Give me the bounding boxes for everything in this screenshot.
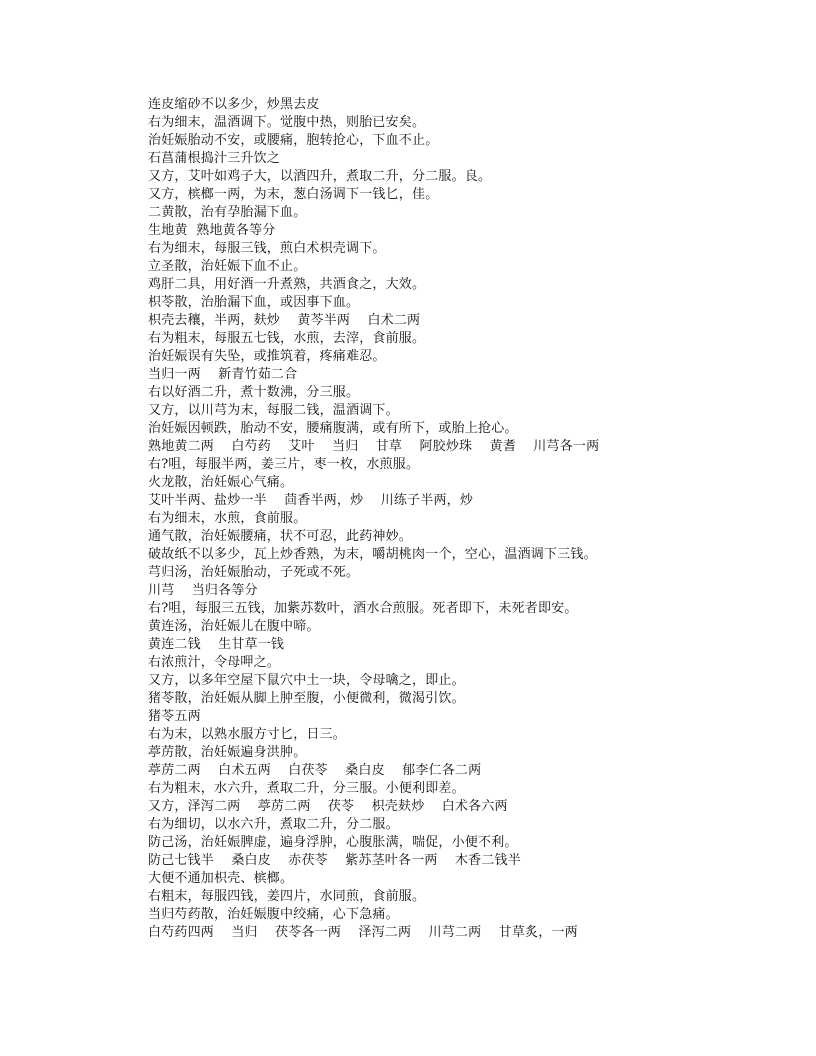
text-line: 黄连二钱 生甘草一钱 — [148, 637, 285, 652]
text-line: 熟地黄二两 白芍药 艾叶 当归 甘草 阿胶炒珠 黄耆 川芎各一两 — [148, 439, 600, 454]
text-line: 又方，以多年空屋下鼠穴中土一块，令母噙之，即止。 — [148, 673, 465, 688]
text-line: 枳苓散，治胎漏下血，或因事下血。 — [148, 295, 360, 310]
text-line: 猪苓散，治妊娠从脚上肿至腹，小便微利，微渴引饮。 — [148, 691, 465, 706]
text-line: 立圣散，治妊娠下血不止。 — [148, 259, 307, 274]
text-line: 右?咀，每服三五钱，加紫苏数叶，酒水合煎服。死者即下，未死者即安。 — [148, 601, 578, 616]
text-line: 白芍药四两 当归 茯苓各一两 泽泻二两 川芎二两 甘草炙，一两 — [148, 925, 578, 940]
text-line: 治妊娠误有失坠，或推筑着，疼痛难忍。 — [148, 349, 386, 364]
text-line: 当归芍药散，治妊娠腹中绞痛，心下急痛。 — [148, 907, 399, 922]
text-line: 防己汤，治妊娠脾虚，遍身浮肿，心腹胀满，喘促，小便不利。 — [148, 835, 518, 850]
text-line: 大便不通加枳壳、槟榔。 — [148, 871, 294, 886]
text-line: 右粗末，每服四钱，姜四片，水同煎，食前服。 — [148, 889, 426, 904]
text-line: 通气散，治妊娠腰痛，状不可忍，此药神妙。 — [148, 529, 413, 544]
text-line: 艾叶半两、盐炒一半 茴香半两，炒 川练子半两，炒 — [148, 493, 474, 508]
text-line: 右为细末，水煎，食前服。 — [148, 511, 307, 526]
text-line: 火龙散，治妊娠心气痛。 — [148, 475, 294, 490]
text-line: 鸡肝二具，用好酒一升煮熟，共酒食之，大效。 — [148, 277, 426, 292]
text-line: 右为粗末，水六升，煮取二升，分三服。小便利即差。 — [148, 781, 465, 796]
text-line: 治妊娠因顿跌，胎动不安，腰痛腹满，或有所下，或胎上抢心。 — [148, 421, 518, 436]
text-line: 又方，槟榔一两，为末，葱白汤调下一钱匕，佳。 — [148, 187, 439, 202]
text-line: 治妊娠胎动不安，或腰痛，胞转抢心，下血不止。 — [148, 133, 439, 148]
text-line: 枳壳去穰，半两，麸炒 黄芩半两 白术二两 — [148, 313, 421, 328]
text-line: 猪苓五两 — [148, 709, 201, 724]
text-line: 右浓煎汁，令母呷之。 — [148, 655, 281, 670]
text-line: 葶苈二两 白术五两 白茯苓 桑白皮 郁李仁各二两 — [148, 763, 482, 778]
text-line: 连皮缩砂不以多少，炒黑去皮 — [148, 97, 320, 112]
text-line: 生地黄 熟地黄各等分 — [148, 223, 276, 238]
text-line: 右为细切，以水六升，煮取二升，分二服。 — [148, 817, 399, 832]
text-line: 右?咀，每服半两，姜三片，枣一枚，水煎服。 — [148, 457, 420, 472]
text-line: 石菖蒲根捣汁三升饮之 — [148, 151, 281, 166]
text-line: 右为细末，每服三钱，煎白术枳壳调下。 — [148, 241, 386, 256]
text-line: 右为末，以熟水服方寸匕，日三。 — [148, 727, 347, 742]
text-line: 黄连汤，治妊娠儿在腹中啼。 — [148, 619, 320, 634]
text-line: 二黄散，治有孕胎漏下血。 — [148, 205, 307, 220]
text-line: 川芎 当归各等分 — [148, 583, 258, 598]
text-line: 右以好酒二升，煮十数沸，分三服。 — [148, 385, 360, 400]
text-line: 当归一两 新青竹茹二合 — [148, 367, 298, 382]
text-line: 右为粗末，每服五七钱，水煎，去滓，食前服。 — [148, 331, 426, 346]
text-line: 又方，以川芎为末，每服二钱，温酒调下。 — [148, 403, 399, 418]
text-line: 葶苈散，治妊娠遍身洪肿。 — [148, 745, 307, 760]
text-line: 防己七钱半 桑白皮 赤茯苓 紫苏茎叶各一两 木香二钱半 — [148, 853, 521, 868]
text-line: 芎归汤，治妊娠胎动，子死或不死。 — [148, 565, 360, 580]
text-line: 右为细末，温酒调下。觉腹中热，则胎已安矣。 — [148, 115, 426, 130]
text-line: 又方，艾叶如鸡子大，以酒四升，煮取二升，分二服。良。 — [148, 169, 492, 184]
text-line: 破故纸不以多少，瓦上炒香熟，为末，嚼胡桃肉一个，空心，温酒调下三钱。 — [148, 547, 597, 562]
document-page — [148, 96, 788, 942]
text-line: 又方，泽泻二两 葶苈二两 茯苓 枳壳麸炒 白术各六两 — [148, 799, 508, 814]
